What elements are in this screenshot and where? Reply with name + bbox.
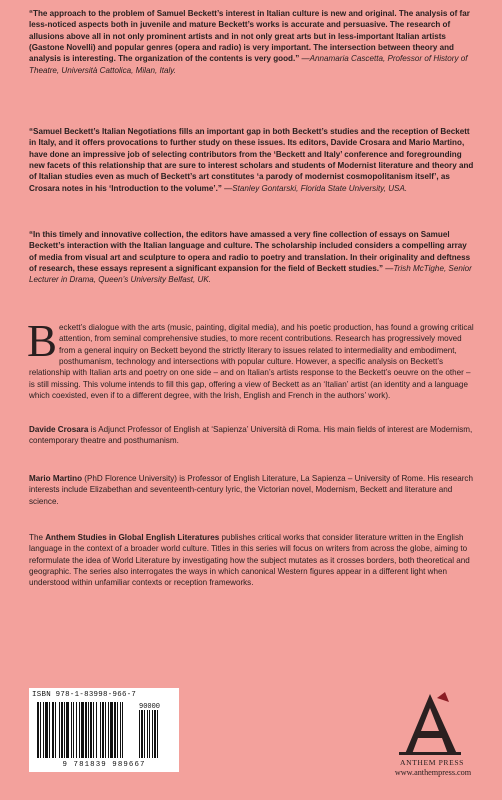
barcode-bar (120, 702, 121, 758)
barcode-addon-bar (149, 710, 150, 758)
barcode-bar (40, 702, 41, 758)
series-name: Anthem Studies in Global English Literatures (45, 533, 220, 542)
blurb-text: “In this timely and innovative collection, the editors have amassed a very fine collection of essays on Samuel Beckett’s interaction with the Italian language and culture. The scholarship included considers a compelling array of media from visual art and sculpture to opera and radio to poetry and translation. In their originality and deftness of research, these essays represent a significant expansion for the field of Beckett studies.” (29, 230, 471, 274)
barcode-addon-bar (152, 710, 153, 758)
barcode-addon-bar (147, 710, 148, 758)
bio-text: is Adjunct Professor of English at ‘Sapienza’ Università di Roma. His main fields of interest are Modernism, contemporary theatre and posthumanism. (29, 425, 473, 446)
barcode-bar (88, 702, 89, 758)
barcode-bar (79, 702, 80, 758)
book-description (27, 316, 475, 401)
blurb-attribution: —Stanley Gontarski, Florida State University, USA. (221, 183, 408, 193)
publisher-name: ANTHEM PRESS (400, 758, 464, 767)
drop-cap: B (27, 316, 58, 366)
barcode-bar (64, 702, 65, 758)
barcode-bar (105, 702, 106, 758)
bio-martino (29, 473, 475, 507)
description-text: eckett’s dialogue with the arts (music, painting, digital media), and his poetic production, has found a growing critical attention, from seminal comprehensive studies, to more recent contributions. Research has progressively moved from a general inquiry on Beckett beyond the strictly literary to issues related to intermediality and embodiment, posthumanism, technology and intersections with popular culture. However, a specific analysis on Beckett’s relationship with Italian arts and poetry on one side – and on Italian’s artists response to the Beckett’s oeuvre on the other – is still missing. This volume intends to fill this gap, offering a view of Beckett as an ‘Italian’ artist (an identity and a language which coexisted, even if to a different degree, with the Irish, English and French in the authors’ work). (29, 323, 474, 401)
barcode-bar (102, 702, 104, 758)
series-text: publishes critical works that consider literature written in the English language in the context of a broader world culture. Titles in this series will focus on writers from across the globe, aiming to reformulate the idea of World Literature by investigating how the subject mutates as it crosses borders, both theoretical and geographic. The series also interrogates the ways in which canonical Western figures appear in a different light when understood within unfamiliar contexts or reception frameworks. (29, 533, 470, 588)
isbn-barcode (29, 688, 179, 772)
barcode-addon-bar (139, 710, 140, 758)
barcode-bar (114, 702, 116, 758)
barcode-addon-bar (154, 710, 156, 758)
barcode-bar (117, 702, 118, 758)
barcode-bar (52, 702, 54, 758)
bio-text: (PhD Florence University) is Professor of English Literature, La Sapienza – University of Rome. His research interests include Elizabethan and seventeenth-century lyric, the Victorian novel, Modernism, Beckett and literature and science. (29, 474, 473, 506)
barcode-bar (93, 702, 94, 758)
bio-crosara (29, 424, 475, 447)
series-prefix: The (29, 533, 46, 542)
barcode-bar (100, 702, 101, 758)
barcode-bar (108, 702, 109, 758)
barcode-addon-bar (157, 710, 158, 758)
barcode-bar (66, 702, 69, 758)
barcode-bar (71, 702, 72, 758)
blurb-text: “Samuel Beckett’s Italian Negotiations fills an important gap in both Beckett’s studies and the reception of Beckett in Italy, and it offers provocations to further study on these issues. Its editors, Davide Crosara and Mario Martino, have done an impressive job of selecting contributors from the ‘Beckett and Italy’ conference and foregrounding new facets of this relationship that are sure to interest scholars and students of Modernist literature and theory and of Italian studies even as much of Beckett’s art constitutes ‘a parody of modernist cosmopolitanism itself’, as Crosara notes in his ‘Introduction to the volume’.” (29, 127, 474, 193)
barcode-addon-bar (141, 710, 143, 758)
barcode-bar (43, 702, 44, 758)
isbn-label-row (32, 691, 176, 699)
barcode-bar (122, 702, 123, 758)
barcode-bar (59, 702, 60, 758)
barcode-bar (61, 702, 63, 758)
barcode-bar (96, 702, 97, 758)
blurb-text: “The approach to the problem of Samuel Beckett’s interest in Italian culture is new and original. The analysis of far less-noticed aspects both in juvenile and mature Beckett’s works is accurate and persuasive. The research of allusions above all in not only prominent artists and in not only great arts but in less-important Italian artists (Gastone Novelli) and popular genres (opera and radio) is very important. The intersection between theory and analysis is interesting. The organization of the contents is very good.” (29, 9, 470, 64)
isbn-label: ISBN 978-1-83998-966-7 (32, 691, 137, 699)
blurb-attribution: —Annamaria Cascetta, Professor of History of Theatre, Università Cattolica, Milan, Italy. (29, 54, 468, 75)
barcode-bar (110, 702, 113, 758)
barcode-bar (49, 702, 50, 758)
barcode-bar (37, 702, 39, 758)
blurb-gontarski (29, 126, 475, 194)
publisher-url: www.anthempress.com (394, 768, 472, 777)
blurb-cascetta (29, 8, 475, 76)
bio-name: Davide Crosara (29, 425, 89, 434)
barcode-bars-icon (35, 702, 173, 760)
blurb-mctighe (29, 229, 475, 286)
barcode-bar (81, 702, 84, 758)
blurb-attribution: —Trish McTighe, Senior Lecturer in Drama, Queen’s University Belfast, UK. (29, 264, 472, 285)
barcode-bar (76, 702, 77, 758)
price-code: 90000 (139, 703, 161, 711)
barcode-bar (90, 702, 92, 758)
bio-name: Mario Martino (29, 474, 83, 483)
ean-digits: 9 781839 989667 (62, 761, 146, 769)
barcode-addon-bar (144, 710, 145, 758)
barcode-bar (73, 702, 74, 758)
barcode-bar (85, 702, 87, 758)
series-description (29, 532, 475, 589)
barcode-bar (45, 702, 48, 758)
barcode-bar (55, 702, 56, 758)
